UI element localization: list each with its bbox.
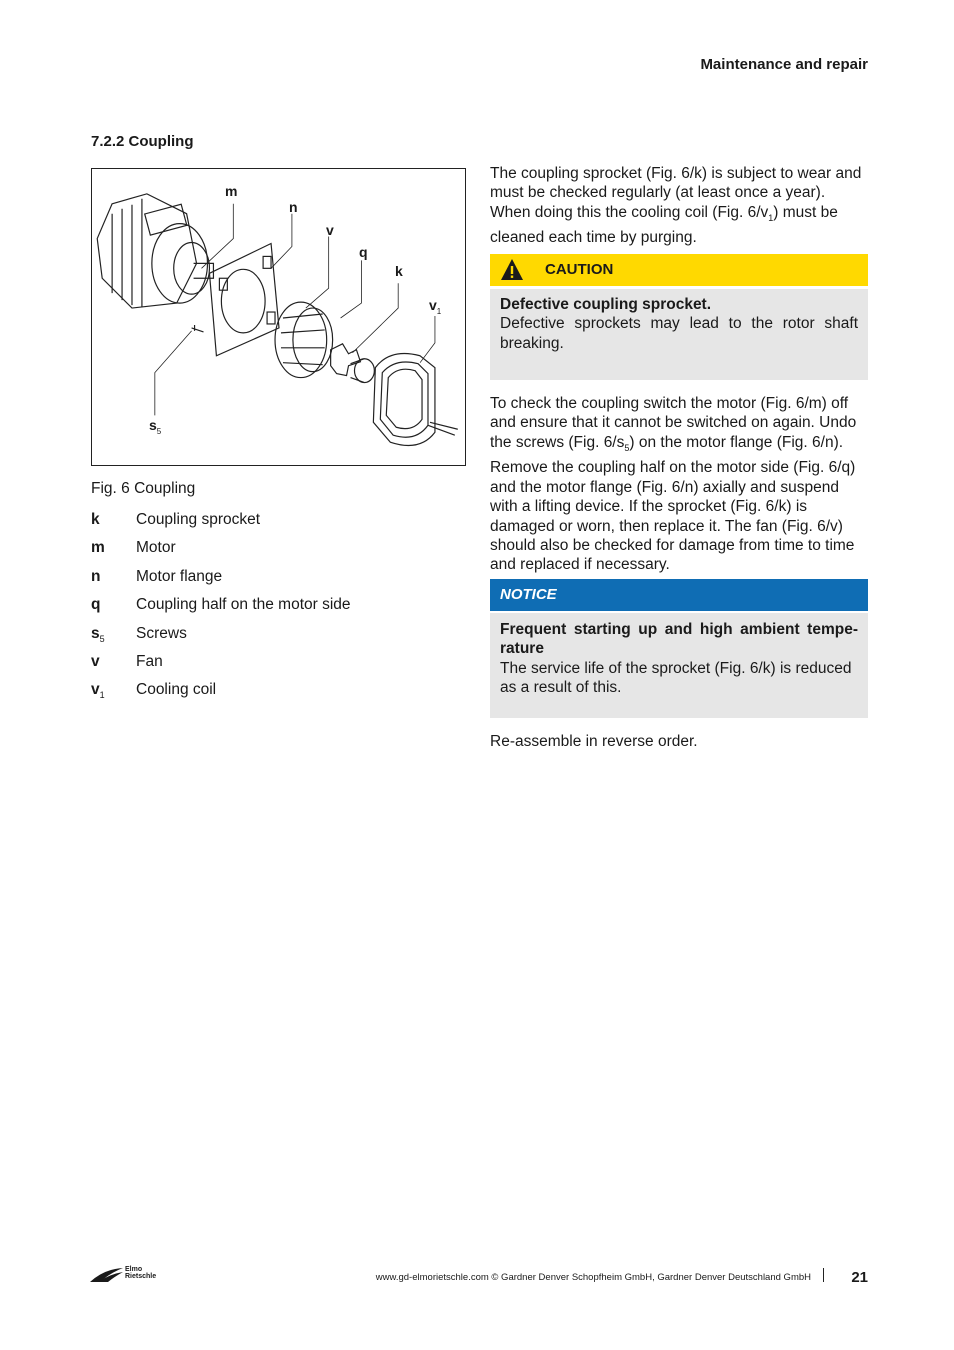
fan-drawing [275,302,333,377]
sprocket-drawing [331,344,361,376]
legend-item: n Motor flange [91,567,223,585]
figure-legend [91,511,461,710]
figure-caption: Fig. 6 Coupling [91,480,196,497]
legend-item: k Coupling sprocket [91,511,261,528]
caution-content [500,295,858,353]
footer-separator [823,1268,824,1282]
warning-triangle-icon [500,258,524,281]
callout-m: m [225,183,238,199]
motor-drawing [97,194,213,308]
legend-item: $s_5$ Screws [91,624,187,644]
notice-heading: Frequent starting up and high ambient tempe-rature [500,621,858,658]
paragraph-reassemble: Re-assemble in reverse order. [490,733,698,750]
callout-k: k [395,263,403,279]
callout-v: v [326,222,334,238]
callout-s5: $s_5$ [149,417,162,436]
legend-item: q Coupling half on the motor side [91,596,351,614]
legend-item: v Fan [91,652,163,670]
cooling-coil-drawing [373,353,457,445]
coupling-exploded-drawing [92,169,465,465]
notice-text: The service life of the sprocket (Fig. 6/k) is reduced as a result of this. [500,659,852,697]
callout-q: q [359,244,368,260]
screw-drawing [192,325,204,332]
callout-v1: $v_1$ [429,297,442,316]
paragraph-intro: The coupling sprocket (Fig. 6/k) is subject to wear and must be checked regularly (at least once a year). When doing this the cooling coil (Fig. $6/v_1$) must be cleaned each time by purging. [490,165,862,247]
legend-item: $v_1$ Cooling coil [91,681,217,701]
coupling-half-drawing [351,359,375,383]
section-title: 7.2.2 Coupling [91,133,194,150]
footer-credits: www.gd-elmorietschle.com © Gardner Denver Schopfheim GmbH, Gardner Denver Deutschland GmbH [375,1272,811,1283]
logo-text: Elmo Rietschle [125,1266,157,1280]
caution-text: Defective sprockets may lead to the rotor shaft breaking. [500,315,858,352]
logo-swoosh-icon [90,1267,124,1283]
legend-item: m Motor [91,539,176,557]
notice-content [500,620,858,698]
caution-label: CAUTION [545,261,614,278]
coupling-figure [91,168,466,466]
notice-label: NOTICE [500,586,557,603]
header-title: Maintenance and repair [700,56,868,73]
caution-heading: Defective coupling sprocket. [500,296,712,313]
page-number: 21 [851,1269,868,1286]
paragraph-procedure: To check the coupling switch the motor (Fig. 6/m) off and ensure that it cannot be switched on again. Undo the screws (Fig. $6/s_5$) on the motor flange (Fig. 6/n). Remove the coupling half on the motor side (Fig. 6/q) and the motor flange (Fig. 6/n) axially and suspend with a lifting device. If the sprocket (Fig. 6/k) is damaged or worn, then replace it. The fan (Fig. 6/v) should also be checked for damage from time to time and replaced if necessary. [490,395,857,574]
callout-n: n [289,199,298,215]
footer-url: www.gd-elmorietschle.com [375,1272,489,1283]
flange-drawing [209,243,279,355]
